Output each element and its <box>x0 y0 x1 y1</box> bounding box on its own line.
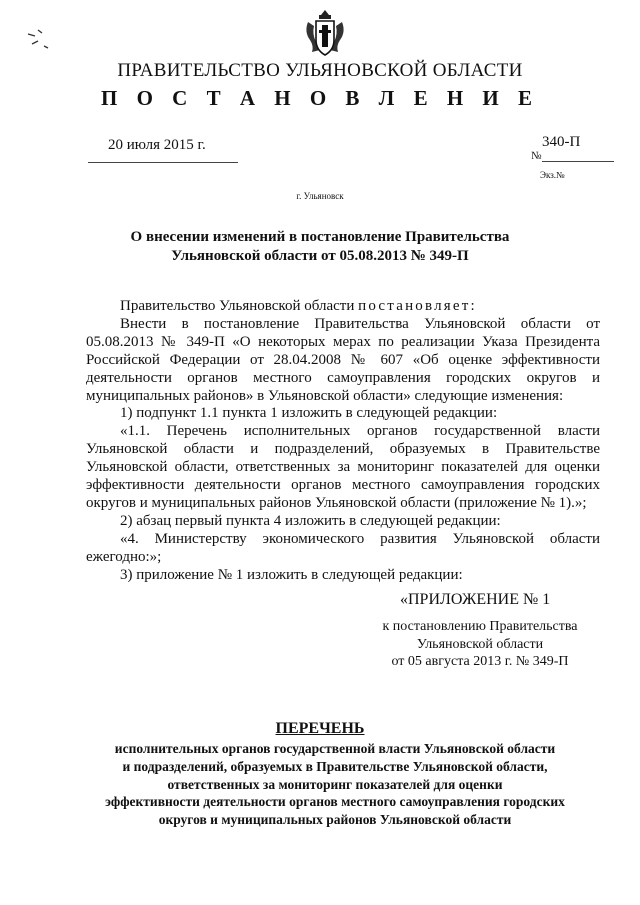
scan-mark-icon <box>26 22 54 52</box>
city: г. Ульяновск <box>296 191 344 201</box>
government-name: ПРАВИТЕЛЬСТВО УЛЬЯНОВСКОЙ ОБЛАСТИ <box>117 60 523 81</box>
appendix-line: к постановлению Правительства <box>382 619 578 634</box>
appendix-label: «ПРИЛОЖЕНИЕ № 1 <box>400 591 551 608</box>
list-subtitle-line: ответственных за мониторинг показателей для оценки <box>167 776 503 792</box>
list-item: 2) абзац первый пункта 4 изложить в следующей редакции: <box>120 512 501 529</box>
intro-verb: постановляет: <box>358 298 477 314</box>
number-underline <box>542 161 614 162</box>
document-date: 20 июля 2015 г. <box>108 137 206 153</box>
document-number: 340-П <box>542 134 581 150</box>
document-title <box>80 228 560 266</box>
date-underline <box>88 162 238 163</box>
appendix-line: Ульяновской области <box>416 636 544 652</box>
copy-label: Экз.№ <box>540 170 565 180</box>
list-title: ПЕРЕЧЕНЬ <box>275 720 365 737</box>
list-item: 1) подпункт 1.1 пункта 1 изложить в следующей редакции: <box>120 405 498 422</box>
list-subtitle <box>70 740 600 829</box>
intro-paragraph <box>86 298 600 316</box>
intro-prefix: Правительство Ульяновской области <box>120 298 355 314</box>
title-line: Ульяновской области от 05.08.2013 № 349-П <box>171 248 469 264</box>
list-item: 3) приложение № 1 изложить в следующей редакции: <box>120 566 463 583</box>
paragraph: «4. Министерству экономического развития Ульяновской области ежегодно:»; <box>86 530 600 565</box>
number-label: № <box>531 150 542 162</box>
appendix-reference <box>340 618 620 671</box>
title-line: О внесении изменений в постановление Правительства <box>130 229 510 245</box>
list-subtitle-line: и подразделений, образуемых в Правительстве Ульяновской области, <box>122 758 548 774</box>
paragraph: Внести в постановление Правительства Ульяновской области от 05.08.2013 № 349-П «О некоторых мерах по реализации Указа Президента Российской Федерации от 28.04.2008 № 607 «Об оценке эффективности деятельности органов местного самоуправления городских округов и муниципальных районов» в Ульяновской области» следующие изменения: <box>86 315 600 404</box>
paragraph: «1.1. Перечень исполнительных органов государственной власти Ульяновской области и подразделений, образуемых в Правительстве Ульяновской области, ответственных за мониторинг показателей для оценки эффективности деятельности органов местного самоуправления городских округов и муниципальных районов Ульяновской области (приложение № 1).»; <box>86 423 600 511</box>
list-subtitle-line: эффективности деятельности органов местного самоуправления городских <box>105 794 565 810</box>
coat-of-arms-icon <box>300 6 350 60</box>
document-type: П О С Т А Н О В Л Е Н И Е <box>100 86 539 110</box>
document-body <box>86 298 600 585</box>
list-subtitle-line: исполнительных органов государственной власти Ульяновской области <box>114 741 556 756</box>
list-subtitle-line: округов и муниципальных районов Ульяновской области <box>158 812 512 828</box>
appendix-line: от 05 августа 2013 г. № 349-П <box>391 654 569 669</box>
